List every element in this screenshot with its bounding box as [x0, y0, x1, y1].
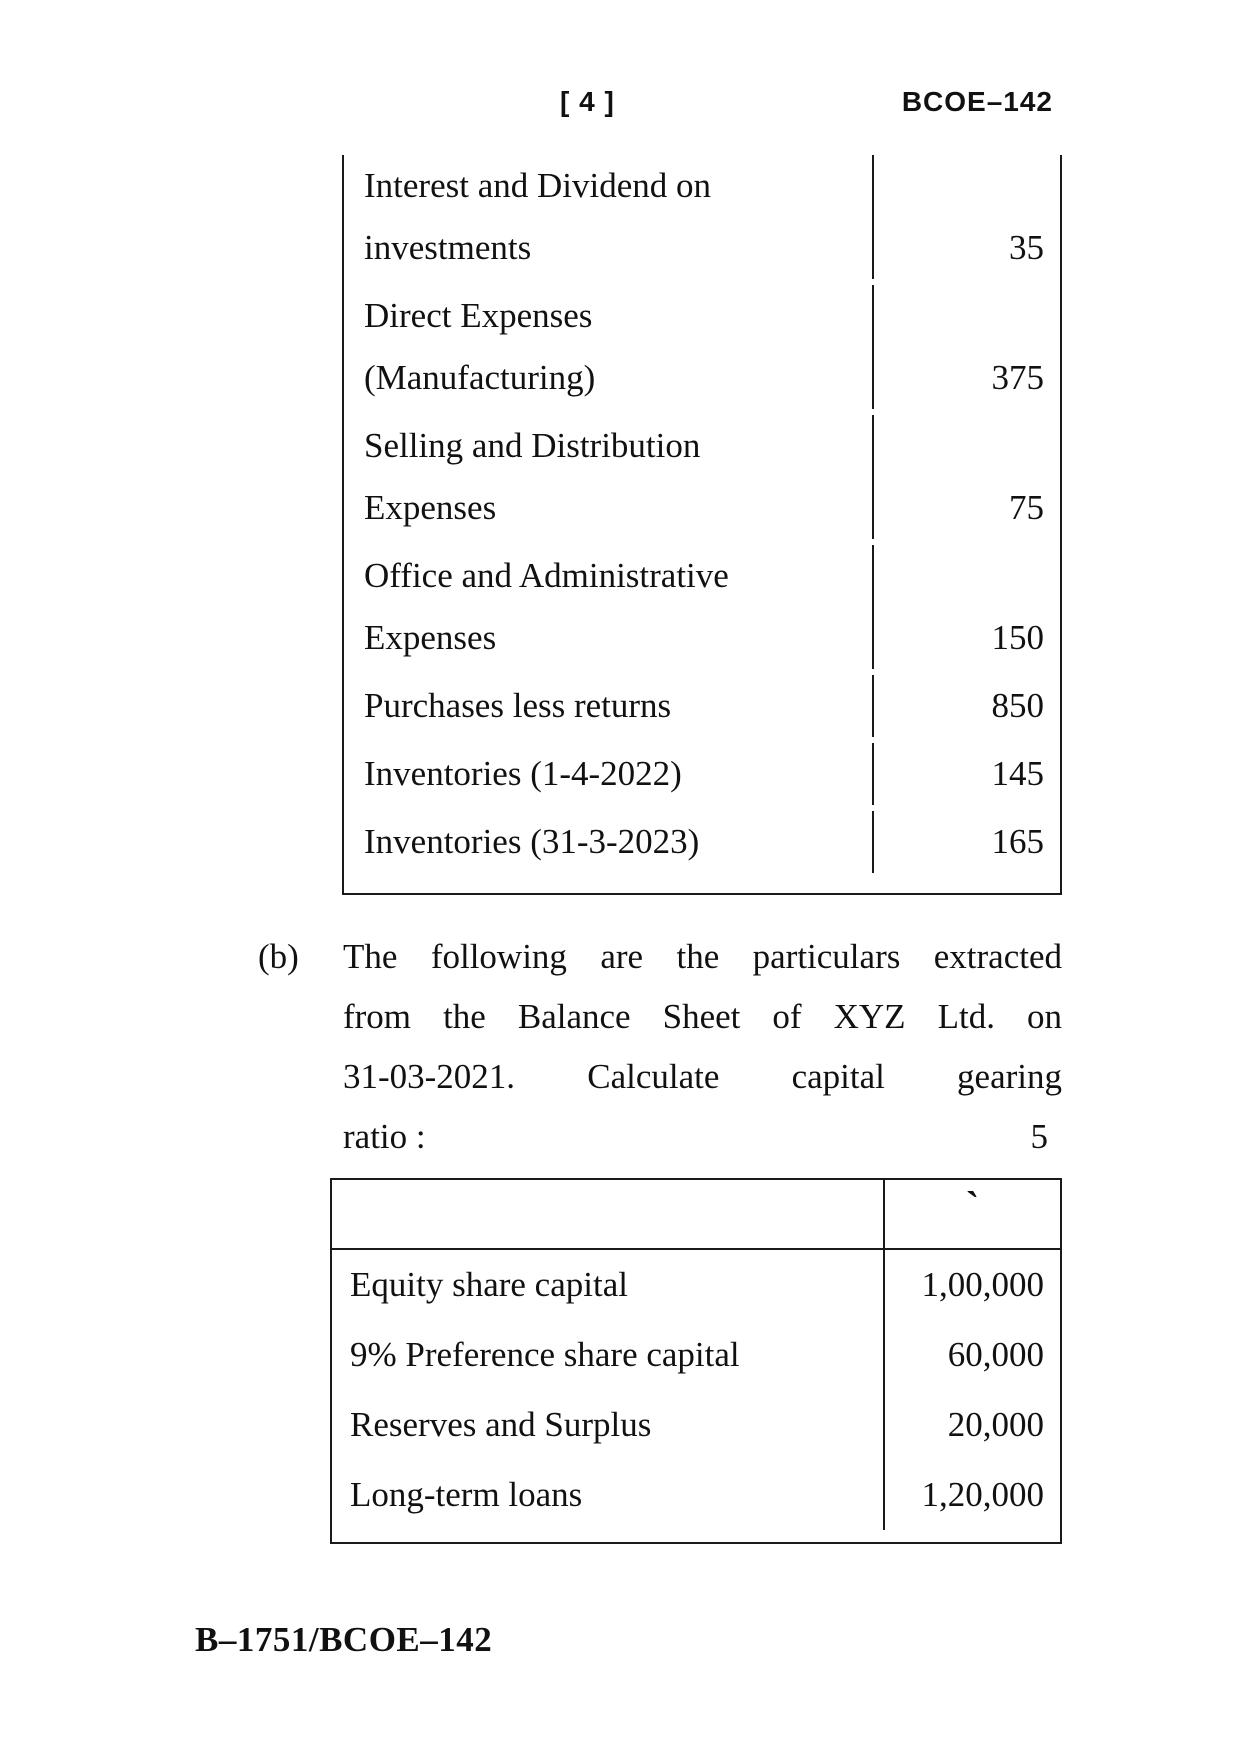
row-label: Inventories (31-3-2023) — [364, 822, 700, 861]
row-label: Direct Expenses (Manufacturing) — [364, 296, 596, 397]
row-amount: 375 — [872, 285, 1060, 409]
row-label: Interest and Dividend on investments — [364, 166, 711, 267]
table-row — [344, 743, 1060, 805]
row-label: Selling and Distribution Expenses — [364, 426, 701, 527]
paper-code-footer: B–1751/BCOE–142 — [195, 1620, 493, 1659]
row-label: Inventories (1-4-2022) — [364, 754, 682, 793]
row-amount: 145 — [872, 743, 1060, 805]
row-label: Purchases less returns — [364, 686, 672, 725]
table-row — [344, 811, 1060, 873]
table-row — [344, 415, 1060, 539]
question-text: The following are the particulars extracted from the Balance Sheet of XYZ Ltd. on 31-03-2021. Calculate capital gearing ratio : 5 — [343, 927, 1062, 1167]
table-row: Long-term loans 1,20,000 — [332, 1460, 1060, 1530]
table-row: 9% Preference share capital 60,000 — [332, 1320, 1060, 1390]
table-body — [332, 1250, 1060, 1542]
header-label-cell — [332, 1180, 883, 1248]
page-number: [ 4 ] — [560, 86, 615, 117]
table-row — [344, 285, 1060, 409]
row-amount: 165 — [872, 811, 1060, 873]
row-amount: 150 — [872, 545, 1060, 669]
balance-sheet-table — [330, 1178, 1062, 1544]
question-b — [258, 927, 1062, 1167]
row-amount: 850 — [872, 675, 1060, 737]
table-row: Equity share capital 1,00,000 — [332, 1250, 1060, 1320]
table-row: Reserves and Surplus 20,000 — [332, 1390, 1060, 1460]
table-row — [344, 675, 1060, 737]
course-code: BCOE–142 — [901, 86, 1053, 117]
table-header-row — [332, 1180, 1060, 1250]
question-marker: (b) — [258, 937, 299, 976]
row-amount: 75 — [872, 415, 1060, 539]
row-label: Office and Administrative Expenses — [364, 556, 729, 657]
rupee-symbol: ` — [883, 1180, 1060, 1248]
marks-value: 5 — [1030, 1117, 1048, 1156]
question-last-line: ratio : — [343, 1117, 426, 1156]
table-row — [344, 545, 1060, 669]
expenses-table — [342, 155, 1062, 895]
table-row — [344, 155, 1060, 279]
row-amount: 35 — [872, 155, 1060, 279]
